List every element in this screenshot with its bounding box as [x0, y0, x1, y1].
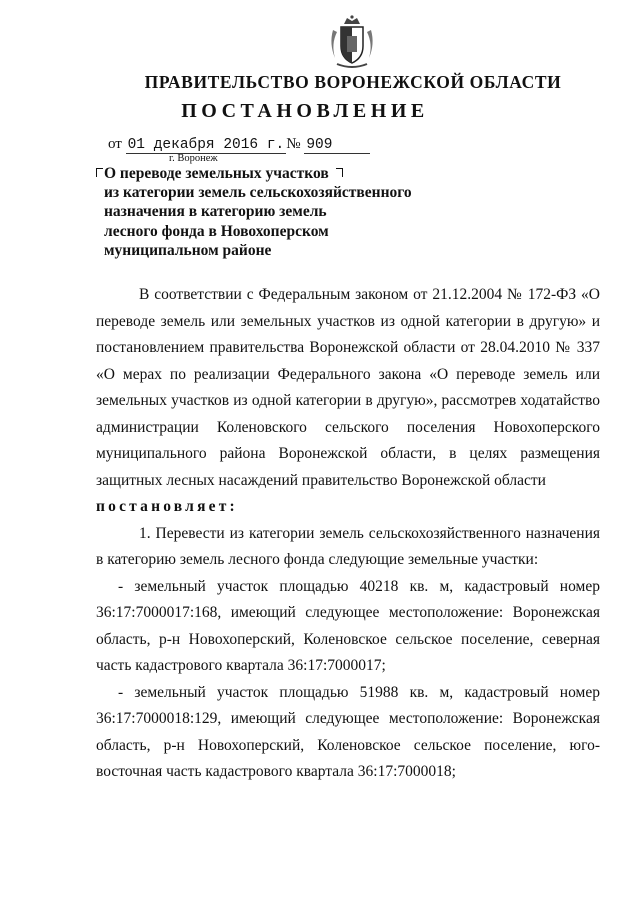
number-sign: №: [286, 136, 301, 152]
coat-of-arms-icon: [327, 14, 377, 70]
preamble-paragraph: В соответствии с Федеральным законом от 21.12.2004 № 172-ФЗ «О переводе земель или земельных участков из одной категории в другую» и постановлением правительства Воронежской области от 28.04.2010 № 337 «О мерах по реализации Федерального закона «О переводе земель или земельных участков из одной категории в другую», рассмотрев ходатайство администрации Коленовского сельского поселения Новохоперского муниципального района Воронежской области, в целях размещения защитных лесных насаждений правительство Воронежской области: [96, 286, 600, 489]
decree-word: постановляет:: [96, 498, 238, 515]
subject-line: О переводе земельных участков: [104, 165, 329, 182]
city-label: г. Воронеж: [169, 153, 218, 164]
date-line: [108, 136, 370, 154]
subject-line: лесного фонда в Новохоперском: [104, 222, 329, 240]
document-body: [96, 282, 600, 786]
date-prefix: от: [108, 136, 122, 152]
organization-title: ПРАВИТЕЛЬСТВО ВОРОНЕЖСКОЙ ОБЛАСТИ: [144, 72, 562, 92]
bracket-corner-left: [96, 168, 103, 177]
decree-date: 01 декабря 2016 г.: [127, 137, 285, 153]
plot-paragraph: - земельный участок площадью 40218 кв. м, кадастровый номер 36:17:7000017:168, имеющий следующее местоположение: Воронежская область, р-н Новохоперский, Коленовское сельское поселение, северная часть кадастрового квартала 36:17:7000017;: [96, 577, 600, 674]
bracket-corner-right: [336, 168, 343, 177]
subject-line: муниципальном районе: [104, 241, 272, 259]
subject-block: [104, 164, 434, 260]
document-type-title: ПОСТАНОВЛЕНИЕ: [181, 100, 429, 122]
decree-number: 909: [304, 137, 370, 154]
subject-line: назначения в категорию земель: [104, 203, 327, 221]
plot-paragraph: - земельный участок площадью 51988 кв. м, кадастровый номер 36:17:7000018:129, имеющий следующее местоположение: Воронежская область, р-н Новохоперский, Коленовское сельское поселение, юго-восточная часть кадастрового квартала 36:17:7000018;: [96, 683, 600, 780]
subject-line: из категории земель сельскохозяйственного: [104, 184, 412, 202]
item-1-paragraph: 1. Перевести из категории земель сельскохозяйственного назначения в категорию земель лесного фонда следующие земельные участки:: [96, 524, 600, 568]
